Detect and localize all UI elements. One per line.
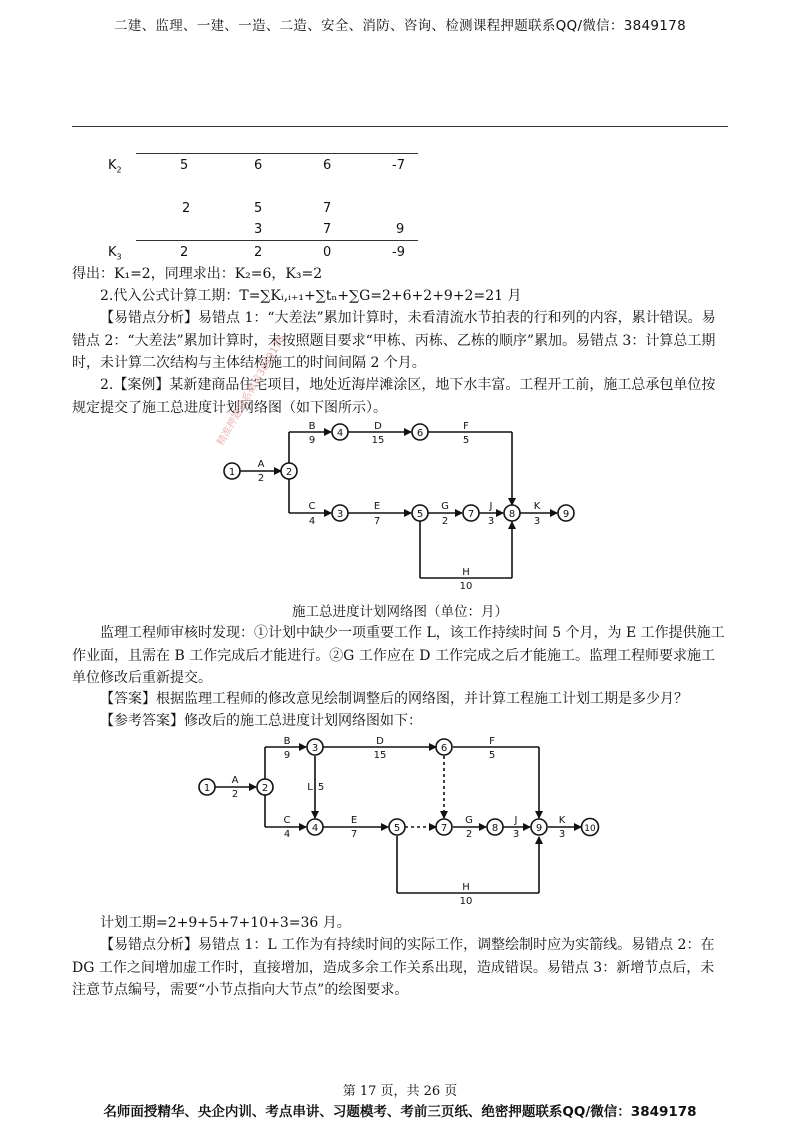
activity-duration: 15 [371,435,385,446]
activity-duration: 15 [373,750,387,761]
activity-name: G [441,501,449,512]
table-cell: 9 [396,222,405,237]
review-findings: 监理工程师审核时发现：①计划中缺少一项重要工作 L，该工作持续时间 5 个月，为 E 工作提供施工作业面，且需在 B 工作完成后才能进行。②G 工作应在 D 工作完成之后才能施工。监理工程师要求施工单位修改后重新提交。 [72,625,725,686]
activity-name: K [533,501,541,512]
table-mid-rule [136,240,418,241]
node-label: 6 [416,428,424,439]
page-number: 第 17 页，共 26 页 [342,1084,458,1099]
activity-name: F [463,421,469,432]
activity-name: H [462,882,470,893]
plan-period: 计划工期=2+9+5+7+10+3=36 月。 [100,915,351,931]
activity-duration: 3 [533,516,541,527]
node-label: 3 [311,743,319,754]
node-label: 8 [508,509,516,520]
activity-duration: 5 [317,782,325,793]
activity-name: A [231,775,239,786]
activity-duration: 5 [462,435,470,446]
activity-name: C [283,815,291,826]
table-top-rule [136,153,418,154]
activity-duration: 2 [257,473,265,484]
table-cell: 5 [254,201,263,216]
node-label: 8 [491,823,499,834]
table-cell: 7 [323,201,332,216]
network-diagram-original [200,414,600,594]
table-cell: 3 [254,222,263,237]
answer-question: 【答案】根据监理工程师的修改意见绘制调整后的网络图，并计算工程施工计划工期是多少月？ [100,691,688,707]
node-label: 4 [336,428,344,439]
reference-answer: 【参考答案】修改后的施工总进度计划网络图如下： [100,713,422,729]
table-cell: -9 [392,245,405,260]
activity-duration: 7 [373,516,381,527]
node-label: 3 [336,509,344,520]
case-intro: 2.【案例】某新建商品住宅项目，地处近海岸滩涂区，地下水丰富。工程开工前，施工总承包单位按规定提交了施工总进度计划网络图（如下图所示）。 [72,377,716,416]
table-cell: 5 [180,158,189,173]
activity-name: J [514,815,518,826]
error-analysis-2: 【易错点分析】易错点 1：L 工作为有持续时间的实际工作，调整绘制时应为实箭线。易错点 2：在 DG 工作之间增加虚工作时，直接增加，造成多余工作关系出现，造成错误。易错点 3：新增节点后，未注意节点编号，需要“小节点指向大节点”的绘图要求。 [72,937,715,998]
node-label: 1 [228,467,236,478]
header-divider [72,126,728,127]
result-line: 得出：K₁=2，同理求出：K₂=6，K₃=2 [72,266,323,282]
activity-duration: 4 [308,516,316,527]
activity-duration: 7 [350,829,358,840]
activity-name: B [283,736,291,747]
node-label: 2 [261,783,269,794]
table-cell: 0 [323,245,332,260]
activity-name: D [376,736,384,747]
activity-duration: 10 [459,581,473,592]
activity-duration: 5 [488,750,496,761]
activity-name: L [307,782,313,793]
activity-name: E [350,815,358,826]
activity-name: J [489,501,493,512]
activity-duration: 3 [558,829,566,840]
node-label: 2 [285,467,293,478]
node-label: 4 [311,823,319,834]
table-cell: 6 [254,158,263,173]
node-label: 7 [440,823,448,834]
diagram-caption: 施工总进度计划网络图（单位：月） [292,604,508,620]
activity-duration: 9 [308,435,316,446]
node-label: 7 [467,509,475,520]
activity-duration: 4 [283,829,291,840]
activity-duration: 3 [512,829,520,840]
activity-name: D [374,421,382,432]
node-label: 9 [562,509,570,520]
table-cell: 2 [180,245,189,260]
table-cell: 2 [254,245,263,260]
error-analysis-1: 【易错点分析】易错点 1：“大差法”累加计算时，未看清流水节拍表的行和列的内容，累计错误。易错点 2：“大差法”累加计算时，未按照题目要求“甲栋、丙栋、乙栋的顺序”累加。易错点 3：计算总工期时，未计算二次结构与主体结构施工的时间间隔 2 个月。 [72,310,716,371]
page-header: 二建、监理、一建、一造、二造、安全、消防、咨询、检测课程押题联系QQ/微信：3849178 [114,18,686,34]
activity-name: C [308,501,316,512]
activity-name: K [558,815,566,826]
node-label: 5 [416,509,424,520]
activity-duration: 2 [231,789,239,800]
table-cell: 6 [323,158,332,173]
activity-name: G [465,815,473,826]
watermark: 精准押题联系微信3849178 [215,334,288,448]
activity-duration: 3 [487,516,495,527]
node-label: 6 [440,743,448,754]
activity-name: A [257,459,265,470]
table-cell: 7 [323,222,332,237]
activity-name: E [373,501,381,512]
activity-duration: 9 [283,750,291,761]
activity-name: F [489,736,495,747]
page-footer: 名师面授精华、央企内训、考点串讲、习题模考、考前三页纸、绝密押题联系QQ/微信：3849178 [103,1104,697,1120]
network-diagram-revised [190,728,620,908]
node-label: 9 [535,823,543,834]
activity-duration: 10 [459,896,473,907]
table-cell: 2 [182,201,191,216]
activity-name: H [462,567,470,578]
k3-label: $K_3$ [108,245,122,262]
activity-name: B [308,421,316,432]
node-label: 10 [584,824,596,834]
table-cell: -7 [392,158,405,173]
node-label: 5 [393,823,401,834]
node-label: 1 [203,783,211,794]
activity-duration: 2 [465,829,473,840]
formula-line: 2.代入公式计算工期：T=∑Kᵢ,ᵢ₊₁+∑tₙ+∑G=2+6+2+9+2=21 月 [100,288,522,304]
activity-duration: 2 [441,516,449,527]
k2-label: $K_2$ [108,158,122,175]
